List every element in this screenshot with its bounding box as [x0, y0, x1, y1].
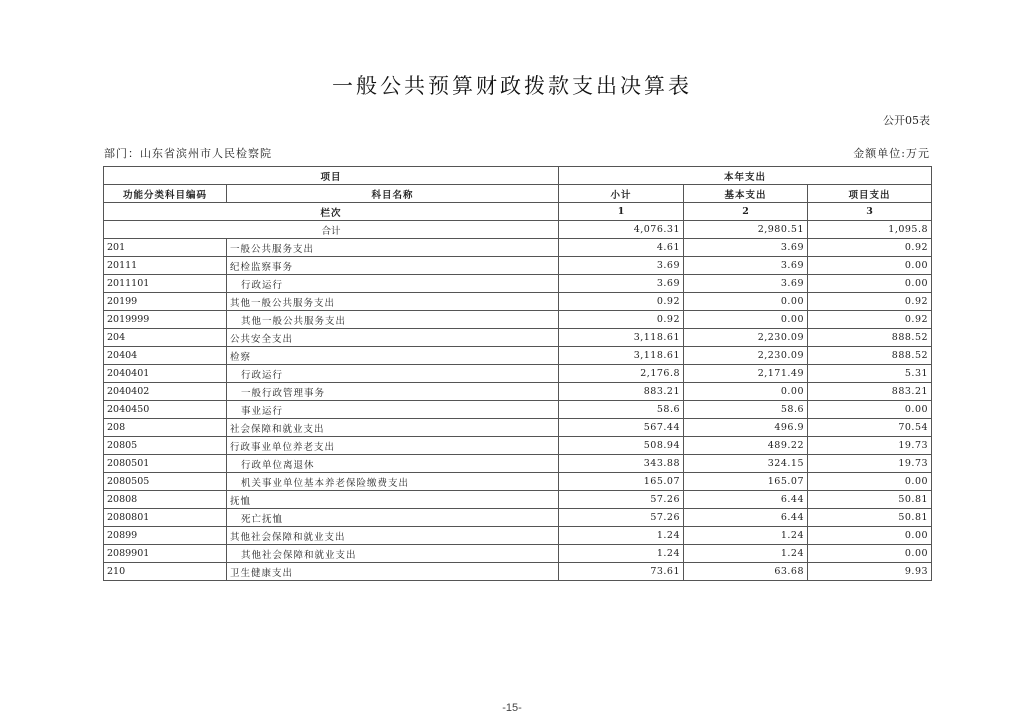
- row-basic: 63.68: [684, 563, 808, 581]
- header-basic: 基本支出: [684, 185, 808, 203]
- row-code: 20111: [104, 257, 227, 275]
- row-basic: 2,230.09: [684, 347, 808, 365]
- row-subtotal: 57.26: [559, 491, 684, 509]
- row-name: 一般公共服务支出: [227, 239, 559, 257]
- row-project: 0.00: [808, 527, 932, 545]
- row-project: 9.93: [808, 563, 932, 581]
- row-basic: 3.69: [684, 275, 808, 293]
- row-name: 卫生健康支出: [227, 563, 559, 581]
- row-code: 2080505: [104, 473, 227, 491]
- table-row: [104, 563, 932, 581]
- table-row: [104, 455, 932, 473]
- header-row-1: [104, 167, 932, 185]
- row-project: 50.81: [808, 509, 932, 527]
- row-name: 行政运行: [227, 275, 559, 293]
- row-project: 0.92: [808, 239, 932, 257]
- total-row: [104, 221, 932, 239]
- row-subtotal: 1.24: [559, 545, 684, 563]
- row-code: 20199: [104, 293, 227, 311]
- row-code: 20805: [104, 437, 227, 455]
- header-name: 科目名称: [227, 185, 559, 203]
- row-basic: 2,230.09: [684, 329, 808, 347]
- row-code: 2019999: [104, 311, 227, 329]
- row-name: 行政运行: [227, 365, 559, 383]
- row-basic: 3.69: [684, 239, 808, 257]
- row-project: 883.21: [808, 383, 932, 401]
- row-basic: 1.24: [684, 545, 808, 563]
- row-project: 5.31: [808, 365, 932, 383]
- row-project: 0.00: [808, 473, 932, 491]
- expenditure-table: [103, 166, 932, 581]
- row-code: 204: [104, 329, 227, 347]
- row-code: 20899: [104, 527, 227, 545]
- page-number: -15-: [502, 702, 522, 714]
- row-code: 2080801: [104, 509, 227, 527]
- table-row: [104, 365, 932, 383]
- row-subtotal: 57.26: [559, 509, 684, 527]
- row-code: 208: [104, 419, 227, 437]
- row-code: 20808: [104, 491, 227, 509]
- row-name: 其他一般公共服务支出: [227, 293, 559, 311]
- row-name: 抚恤: [227, 491, 559, 509]
- row-name: 死亡抚恤: [227, 509, 559, 527]
- table-row: [104, 491, 932, 509]
- row-subtotal: 508.94: [559, 437, 684, 455]
- row-basic: 3.69: [684, 257, 808, 275]
- row-project: 70.54: [808, 419, 932, 437]
- table-row: [104, 419, 932, 437]
- row-subtotal: 1.24: [559, 527, 684, 545]
- total-project: 1,095.8: [808, 221, 932, 239]
- row-code: 20404: [104, 347, 227, 365]
- table-row: [104, 329, 932, 347]
- column-index-1: 1: [559, 203, 684, 221]
- row-name: 纪检监察事务: [227, 257, 559, 275]
- page-title: 一般公共预算财政拨款支出决算表: [332, 74, 692, 98]
- row-subtotal: 883.21: [559, 383, 684, 401]
- row-basic: 6.44: [684, 509, 808, 527]
- row-project: 0.92: [808, 311, 932, 329]
- total-basic: 2,980.51: [684, 221, 808, 239]
- row-name: 其他一般公共服务支出: [227, 311, 559, 329]
- header-column-no: 栏次: [104, 203, 559, 221]
- table-row: [104, 311, 932, 329]
- row-code: 2080501: [104, 455, 227, 473]
- row-basic: 489.22: [684, 437, 808, 455]
- table-row: [104, 545, 932, 563]
- header-row-2: [104, 185, 932, 203]
- row-subtotal: 4.61: [559, 239, 684, 257]
- row-subtotal: 3.69: [559, 257, 684, 275]
- row-project: 50.81: [808, 491, 932, 509]
- table-row: [104, 527, 932, 545]
- table-row: [104, 437, 932, 455]
- table-row: [104, 293, 932, 311]
- table-row: [104, 509, 932, 527]
- row-code: 2089901: [104, 545, 227, 563]
- table-row: [104, 347, 932, 365]
- header-code: 功能分类科目编码: [104, 185, 227, 203]
- row-project: 0.00: [808, 401, 932, 419]
- table-row: [104, 239, 932, 257]
- header-current-year: 本年支出: [559, 167, 932, 185]
- table-row: [104, 383, 932, 401]
- row-basic: 0.00: [684, 383, 808, 401]
- department-label: 部门：山东省滨州市人民检察院: [104, 147, 272, 160]
- row-subtotal: 3,118.61: [559, 347, 684, 365]
- row-subtotal: 58.6: [559, 401, 684, 419]
- header-project-expense: 项目支出: [808, 185, 932, 203]
- row-basic: 496.9: [684, 419, 808, 437]
- table-row: [104, 275, 932, 293]
- row-subtotal: 0.92: [559, 293, 684, 311]
- row-project: 19.73: [808, 455, 932, 473]
- row-name: 一般行政管理事务: [227, 383, 559, 401]
- row-project: 0.92: [808, 293, 932, 311]
- column-index-3: 3: [808, 203, 932, 221]
- row-subtotal: 73.61: [559, 563, 684, 581]
- row-subtotal: 567.44: [559, 419, 684, 437]
- row-basic: 0.00: [684, 311, 808, 329]
- row-basic: 0.00: [684, 293, 808, 311]
- header-subtotal: 小计: [559, 185, 684, 203]
- table-row: [104, 401, 932, 419]
- row-name: 检察: [227, 347, 559, 365]
- row-basic: 2,171.49: [684, 365, 808, 383]
- row-subtotal: 3.69: [559, 275, 684, 293]
- header-project: 项目: [104, 167, 559, 185]
- row-subtotal: 165.07: [559, 473, 684, 491]
- row-name: 其他社会保障和就业支出: [227, 527, 559, 545]
- row-code: 210: [104, 563, 227, 581]
- row-basic: 165.07: [684, 473, 808, 491]
- row-code: 2040401: [104, 365, 227, 383]
- row-code: 2011101: [104, 275, 227, 293]
- row-code: 2040450: [104, 401, 227, 419]
- row-code: 201: [104, 239, 227, 257]
- row-name: 公共安全支出: [227, 329, 559, 347]
- form-number: 公开05表: [883, 114, 930, 127]
- total-subtotal: 4,076.31: [559, 221, 684, 239]
- row-project: 19.73: [808, 437, 932, 455]
- row-basic: 58.6: [684, 401, 808, 419]
- row-project: 888.52: [808, 329, 932, 347]
- row-name: 行政单位离退休: [227, 455, 559, 473]
- row-code: 2040402: [104, 383, 227, 401]
- header-row-3: [104, 203, 932, 221]
- column-index-2: 2: [684, 203, 808, 221]
- row-project: 0.00: [808, 257, 932, 275]
- table-row: [104, 257, 932, 275]
- row-subtotal: 0.92: [559, 311, 684, 329]
- row-project: 0.00: [808, 545, 932, 563]
- row-project: 0.00: [808, 275, 932, 293]
- row-basic: 1.24: [684, 527, 808, 545]
- total-label: 合计: [104, 221, 559, 239]
- row-name: 其他社会保障和就业支出: [227, 545, 559, 563]
- row-name: 事业运行: [227, 401, 559, 419]
- row-subtotal: 3,118.61: [559, 329, 684, 347]
- row-basic: 6.44: [684, 491, 808, 509]
- row-name: 社会保障和就业支出: [227, 419, 559, 437]
- row-name: 机关事业单位基本养老保险缴费支出: [227, 473, 559, 491]
- row-basic: 324.15: [684, 455, 808, 473]
- row-project: 888.52: [808, 347, 932, 365]
- row-name: 行政事业单位养老支出: [227, 437, 559, 455]
- row-subtotal: 2,176.8: [559, 365, 684, 383]
- table-row: [104, 473, 932, 491]
- amount-unit-label: 金额单位:万元: [853, 147, 930, 160]
- row-subtotal: 343.88: [559, 455, 684, 473]
